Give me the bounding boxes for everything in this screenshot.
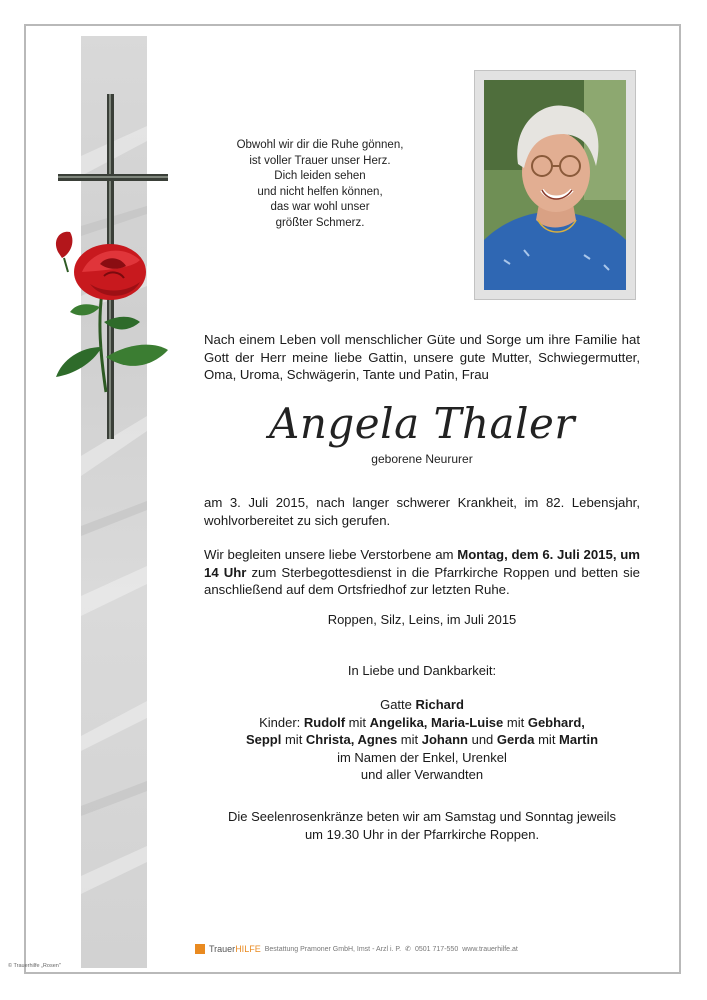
maiden-name: geborene Neururer (371, 452, 473, 466)
copyright: © Trauerhilfe „Rosen" (8, 963, 61, 969)
funeral-date: Montag, dem 6. Juli 2015, um 14 Uhr (204, 547, 640, 580)
rosary-line: um 19.30 Uhr in der Pfarrkirche Roppen. (304, 826, 540, 842)
poem-line: ist voller Trauer unser Herz. (249, 154, 391, 167)
phone-icon: ✆ (405, 946, 411, 953)
funeral-post: zum Sterbegottesdienst in die Pfarrkirche Roppen und betten sie anschließend auf dem Ortsfriedhof zur letzten Ruhe. (204, 564, 640, 597)
closing-line: In Liebe und Dankbarkeit: (347, 663, 497, 678)
web-address: www.trauerhilfe.at (462, 945, 518, 953)
cross-and-rose (40, 92, 190, 442)
portrait-frame (474, 70, 636, 300)
phone-number: 0501 717-550 (415, 945, 459, 953)
intro-text: Nach einem Leben voll menschlicher Güte und Sorge um ihre Familie hat Gott der Herr meine liebe Gattin, unsere gute Mutter, Schwiegermutter, Oma, Uroma, Schwägerin, Tante und Patin, Frau (204, 332, 640, 382)
leaf-icon (106, 345, 168, 366)
family-list (204, 696, 640, 784)
funeral-pre: Wir begleiten unsere liebe Verstorbene am (204, 547, 458, 562)
family-line: Seppl mit Christa, Agnes mit Johann und Gerda mit Martin (245, 732, 599, 747)
trauerhilfe-logo-icon (195, 944, 205, 954)
family-line: und aller Verwandten (360, 767, 484, 782)
poem-line: Obwohl wir dir die Ruhe gönnen, (236, 139, 404, 151)
company-name: Bestattung Pramoner GmbH, Imst - Arzl i. P. (264, 945, 402, 953)
poem-line: das war wohl unser (270, 201, 370, 214)
death-text: am 3. Juli 2015, nach langer schwerer Krankheit, im 82. Lebensjahr, wohlvorbereitet zu sich gerufen. (204, 495, 640, 528)
family-line: Gatte Richard (380, 697, 464, 712)
portrait-photo (484, 80, 626, 290)
funeral-text (204, 546, 640, 599)
rosary-line: Die Seelenrosenkränze beten wir am Samstag und Sonntag jeweils (227, 809, 617, 824)
poem-line: und nicht helfen können, (257, 185, 383, 198)
rosary-note (204, 808, 640, 843)
family-line: Kinder: Rudolf mit Angelika, Maria-Luise mit Gebhard, (259, 714, 585, 730)
poem (210, 138, 430, 232)
footer (195, 942, 518, 956)
poem-line: Dich leiden sehen (274, 170, 366, 183)
deceased-name: Angela Thaler (269, 399, 575, 448)
poem-line: größter Schmerz. (275, 216, 365, 229)
place-date: Roppen, Silz, Leins, im Juli 2015 (327, 612, 517, 627)
family-line: im Namen der Enkel, Urenkel (337, 749, 507, 765)
leaf-icon (56, 347, 102, 377)
logo-text: TrauerHILFE (209, 944, 261, 954)
